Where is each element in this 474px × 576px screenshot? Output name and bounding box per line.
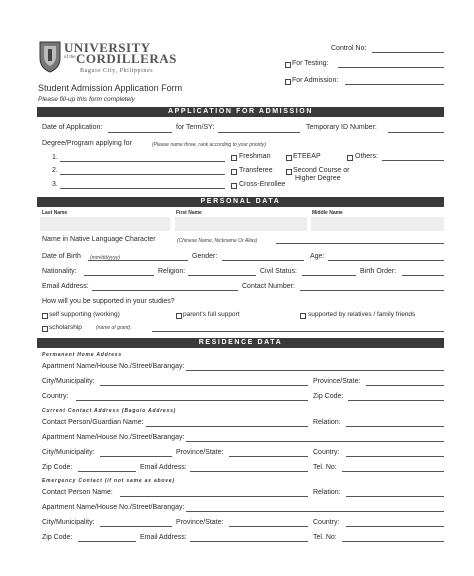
cur-contact-guardian-label: Contact Person/Guardian Name: <box>42 419 144 426</box>
program-1-label: 1. <box>52 154 58 161</box>
cur-tel-label: Tel. No: <box>313 464 337 471</box>
em-contact-person-field[interactable] <box>120 496 308 497</box>
second-course-checkbox[interactable] <box>286 169 292 175</box>
term-sy-label: for Term/SY: <box>176 124 215 131</box>
relatives-support-checkbox[interactable] <box>300 313 306 319</box>
control-no-label: Control No: <box>331 45 367 52</box>
em-country-field[interactable] <box>346 526 444 527</box>
term-sy-field[interactable] <box>218 132 300 133</box>
em-apartment-label: Apartment Name/House No./Street/Barangay: <box>42 504 185 511</box>
cur-country-field[interactable] <box>346 456 444 457</box>
control-no-field[interactable] <box>372 52 444 53</box>
em-country-label: Country: <box>313 519 340 526</box>
relatives-support-label: supported by relatives / family friends <box>308 311 416 318</box>
others-field[interactable] <box>382 160 444 161</box>
temp-id-label: Temporary ID Number: <box>306 124 377 131</box>
middle-name-field[interactable] <box>311 217 444 231</box>
cur-relation-field[interactable] <box>346 426 444 427</box>
em-zip-field[interactable] <box>78 541 136 542</box>
self-supporting-checkbox[interactable] <box>42 313 48 319</box>
em-apartment-field[interactable] <box>186 511 444 512</box>
scholarship-checkbox[interactable] <box>42 326 48 332</box>
for-admission-field[interactable] <box>345 84 444 85</box>
email-label: Email Address: <box>42 283 89 290</box>
crest-icon <box>38 40 62 74</box>
age-field[interactable] <box>328 260 444 261</box>
personal-data-bar: PERSONAL DATA <box>37 197 444 207</box>
em-tel-label: Tel. No: <box>313 534 337 541</box>
freshman-label: Freshman <box>239 153 271 160</box>
support-question: How will you be supported in your studies? <box>42 298 175 305</box>
cur-zip-field[interactable] <box>78 471 136 472</box>
eteeap-checkbox[interactable] <box>286 155 292 161</box>
gender-field[interactable] <box>222 260 304 261</box>
degree-program-label: Degree/Program applying for <box>42 140 132 147</box>
scholarship-label: scholarship <box>49 324 82 331</box>
birth-order-label: Birth Order: <box>360 268 397 275</box>
nationality-label: Nationality: <box>42 268 77 275</box>
logo-line2: CORDILLERAS <box>76 51 177 66</box>
perm-country-field[interactable] <box>76 400 308 401</box>
program-3-field[interactable] <box>60 188 225 189</box>
date-of-application-label: Date of Application: <box>42 124 103 131</box>
scholarship-hint: (name of grant): <box>96 325 132 331</box>
em-relation-field[interactable] <box>346 496 444 497</box>
logo-line1: UNIVERSITY <box>64 40 151 55</box>
em-relation-label: Relation: <box>313 489 341 496</box>
transferee-label: Transferee <box>239 167 273 174</box>
cur-province-label: Province/State: <box>176 449 224 456</box>
perm-province-label: Province/State: <box>313 378 361 385</box>
perm-province-field[interactable] <box>366 385 444 386</box>
em-contact-person-label: Contact Person Name: <box>42 489 113 496</box>
nationality-field[interactable] <box>84 275 154 276</box>
perm-apartment-label: Apartment Name/House No./Street/Barangay: <box>42 363 185 370</box>
form-title: Student Admission Application Form <box>38 83 183 93</box>
freshman-checkbox[interactable] <box>231 155 237 161</box>
em-email-label: Email Address: <box>140 534 187 541</box>
second-course-label-2: Higher Degree <box>295 175 341 182</box>
first-name-label: First Name <box>176 210 202 216</box>
contact-number-field[interactable] <box>300 290 444 291</box>
civil-status-field[interactable] <box>302 275 356 276</box>
middle-name-label: Middle Name <box>312 210 343 216</box>
perm-country-label: Country: <box>42 393 69 400</box>
cur-contact-guardian-field[interactable] <box>146 426 308 427</box>
for-testing-field[interactable] <box>338 67 444 68</box>
second-course-label-1: Second Course or <box>293 167 350 174</box>
last-name-label: Last Name <box>42 210 68 216</box>
civil-status-label: Civil Status: <box>260 268 297 275</box>
cross-enrollee-checkbox[interactable] <box>231 183 237 189</box>
cur-relation-label: Relation: <box>313 419 341 426</box>
gender-label: Gender: <box>192 253 218 260</box>
cur-city-field[interactable] <box>100 456 172 457</box>
logo-line2-prefix: of the <box>64 55 76 60</box>
transferee-checkbox[interactable] <box>231 169 237 175</box>
perm-zip-field[interactable] <box>348 400 444 401</box>
em-tel-field[interactable] <box>342 541 444 542</box>
for-testing-label: For Testing: <box>292 60 329 67</box>
em-zip-label: Zip Code: <box>42 534 73 541</box>
em-city-label: City/Municipality: <box>42 519 95 526</box>
native-name-field[interactable] <box>276 243 444 244</box>
program-1-field[interactable] <box>60 161 225 162</box>
for-testing-checkbox[interactable] <box>285 62 291 68</box>
logo-location: Baguio City, Philippines <box>80 68 154 74</box>
em-province-field[interactable] <box>229 526 308 527</box>
cur-tel-field[interactable] <box>342 471 444 472</box>
date-of-application-field[interactable] <box>108 132 172 133</box>
cur-email-field[interactable] <box>190 471 308 472</box>
cur-zip-label: Zip Code: <box>42 464 73 471</box>
program-2-field[interactable] <box>60 174 225 175</box>
dob-field[interactable] <box>88 260 188 261</box>
temp-id-field[interactable] <box>388 132 444 133</box>
age-label: Age: <box>310 253 325 260</box>
cross-enrollee-label: Cross-Enrollee <box>239 181 286 188</box>
self-supporting-label: self supporting (working) <box>49 311 120 318</box>
contact-number-label: Contact Number: <box>242 283 295 290</box>
religion-field[interactable] <box>188 275 256 276</box>
perm-city-field[interactable] <box>100 385 308 386</box>
degree-hint: (Please name three, rank according to your priority) <box>152 142 266 148</box>
residence-data-bar: RESIDENCE DATA <box>37 338 444 348</box>
native-name-hint: (Chinese Name, Nickname Or Alias) <box>177 238 258 244</box>
perm-apartment-field[interactable] <box>186 370 444 371</box>
perm-city-label: City/Municipality: <box>42 378 95 385</box>
cur-country-label: Country: <box>313 449 340 456</box>
cur-province-field[interactable] <box>229 456 308 457</box>
instruction-text: Please fill-up this form completely <box>38 96 135 103</box>
others-checkbox[interactable] <box>347 155 353 161</box>
for-admission-checkbox[interactable] <box>285 79 291 85</box>
parents-support-label: parent's full support <box>183 311 240 318</box>
for-admission-label: For Admission: <box>292 77 339 84</box>
em-province-label: Province/State: <box>176 519 224 526</box>
application-for-admission-bar: APPLICATION FOR ADMISSION <box>37 107 444 117</box>
current-address-heading: Current Contact Address (Baguio Address) <box>42 408 177 414</box>
permanent-address-heading: Permanent Home Address <box>42 352 122 358</box>
dob-hint: (mm/dd/yyyy) <box>90 255 120 261</box>
native-name-label: Name in Native Language Character <box>42 236 156 243</box>
others-label: Others: <box>355 153 378 160</box>
eteeap-label: ETEEAP <box>293 153 321 160</box>
dob-label: Date of Birth <box>42 253 81 260</box>
cur-apartment-field[interactable] <box>186 441 444 442</box>
program-2-label: 2. <box>52 167 58 174</box>
em-city-field[interactable] <box>100 526 172 527</box>
emergency-contact-heading: Emergency Contact (if not same as above) <box>42 478 175 484</box>
first-name-field[interactable] <box>175 217 307 231</box>
university-logo <box>38 38 188 80</box>
email-field[interactable] <box>92 290 238 291</box>
cur-city-label: City/Municipality: <box>42 449 95 456</box>
parents-support-checkbox[interactable] <box>176 313 182 319</box>
scholarship-field[interactable] <box>152 331 444 332</box>
program-3-label: 3. <box>52 181 58 188</box>
em-email-field[interactable] <box>190 541 308 542</box>
birth-order-field[interactable] <box>402 275 444 276</box>
cur-email-label: Email Address: <box>140 464 187 471</box>
cur-apartment-label: Apartment Name/House No./Street/Barangay: <box>42 434 185 441</box>
last-name-field[interactable] <box>40 217 170 231</box>
religion-label: Religion: <box>158 268 186 275</box>
perm-zip-label: Zip Code: <box>313 393 344 400</box>
